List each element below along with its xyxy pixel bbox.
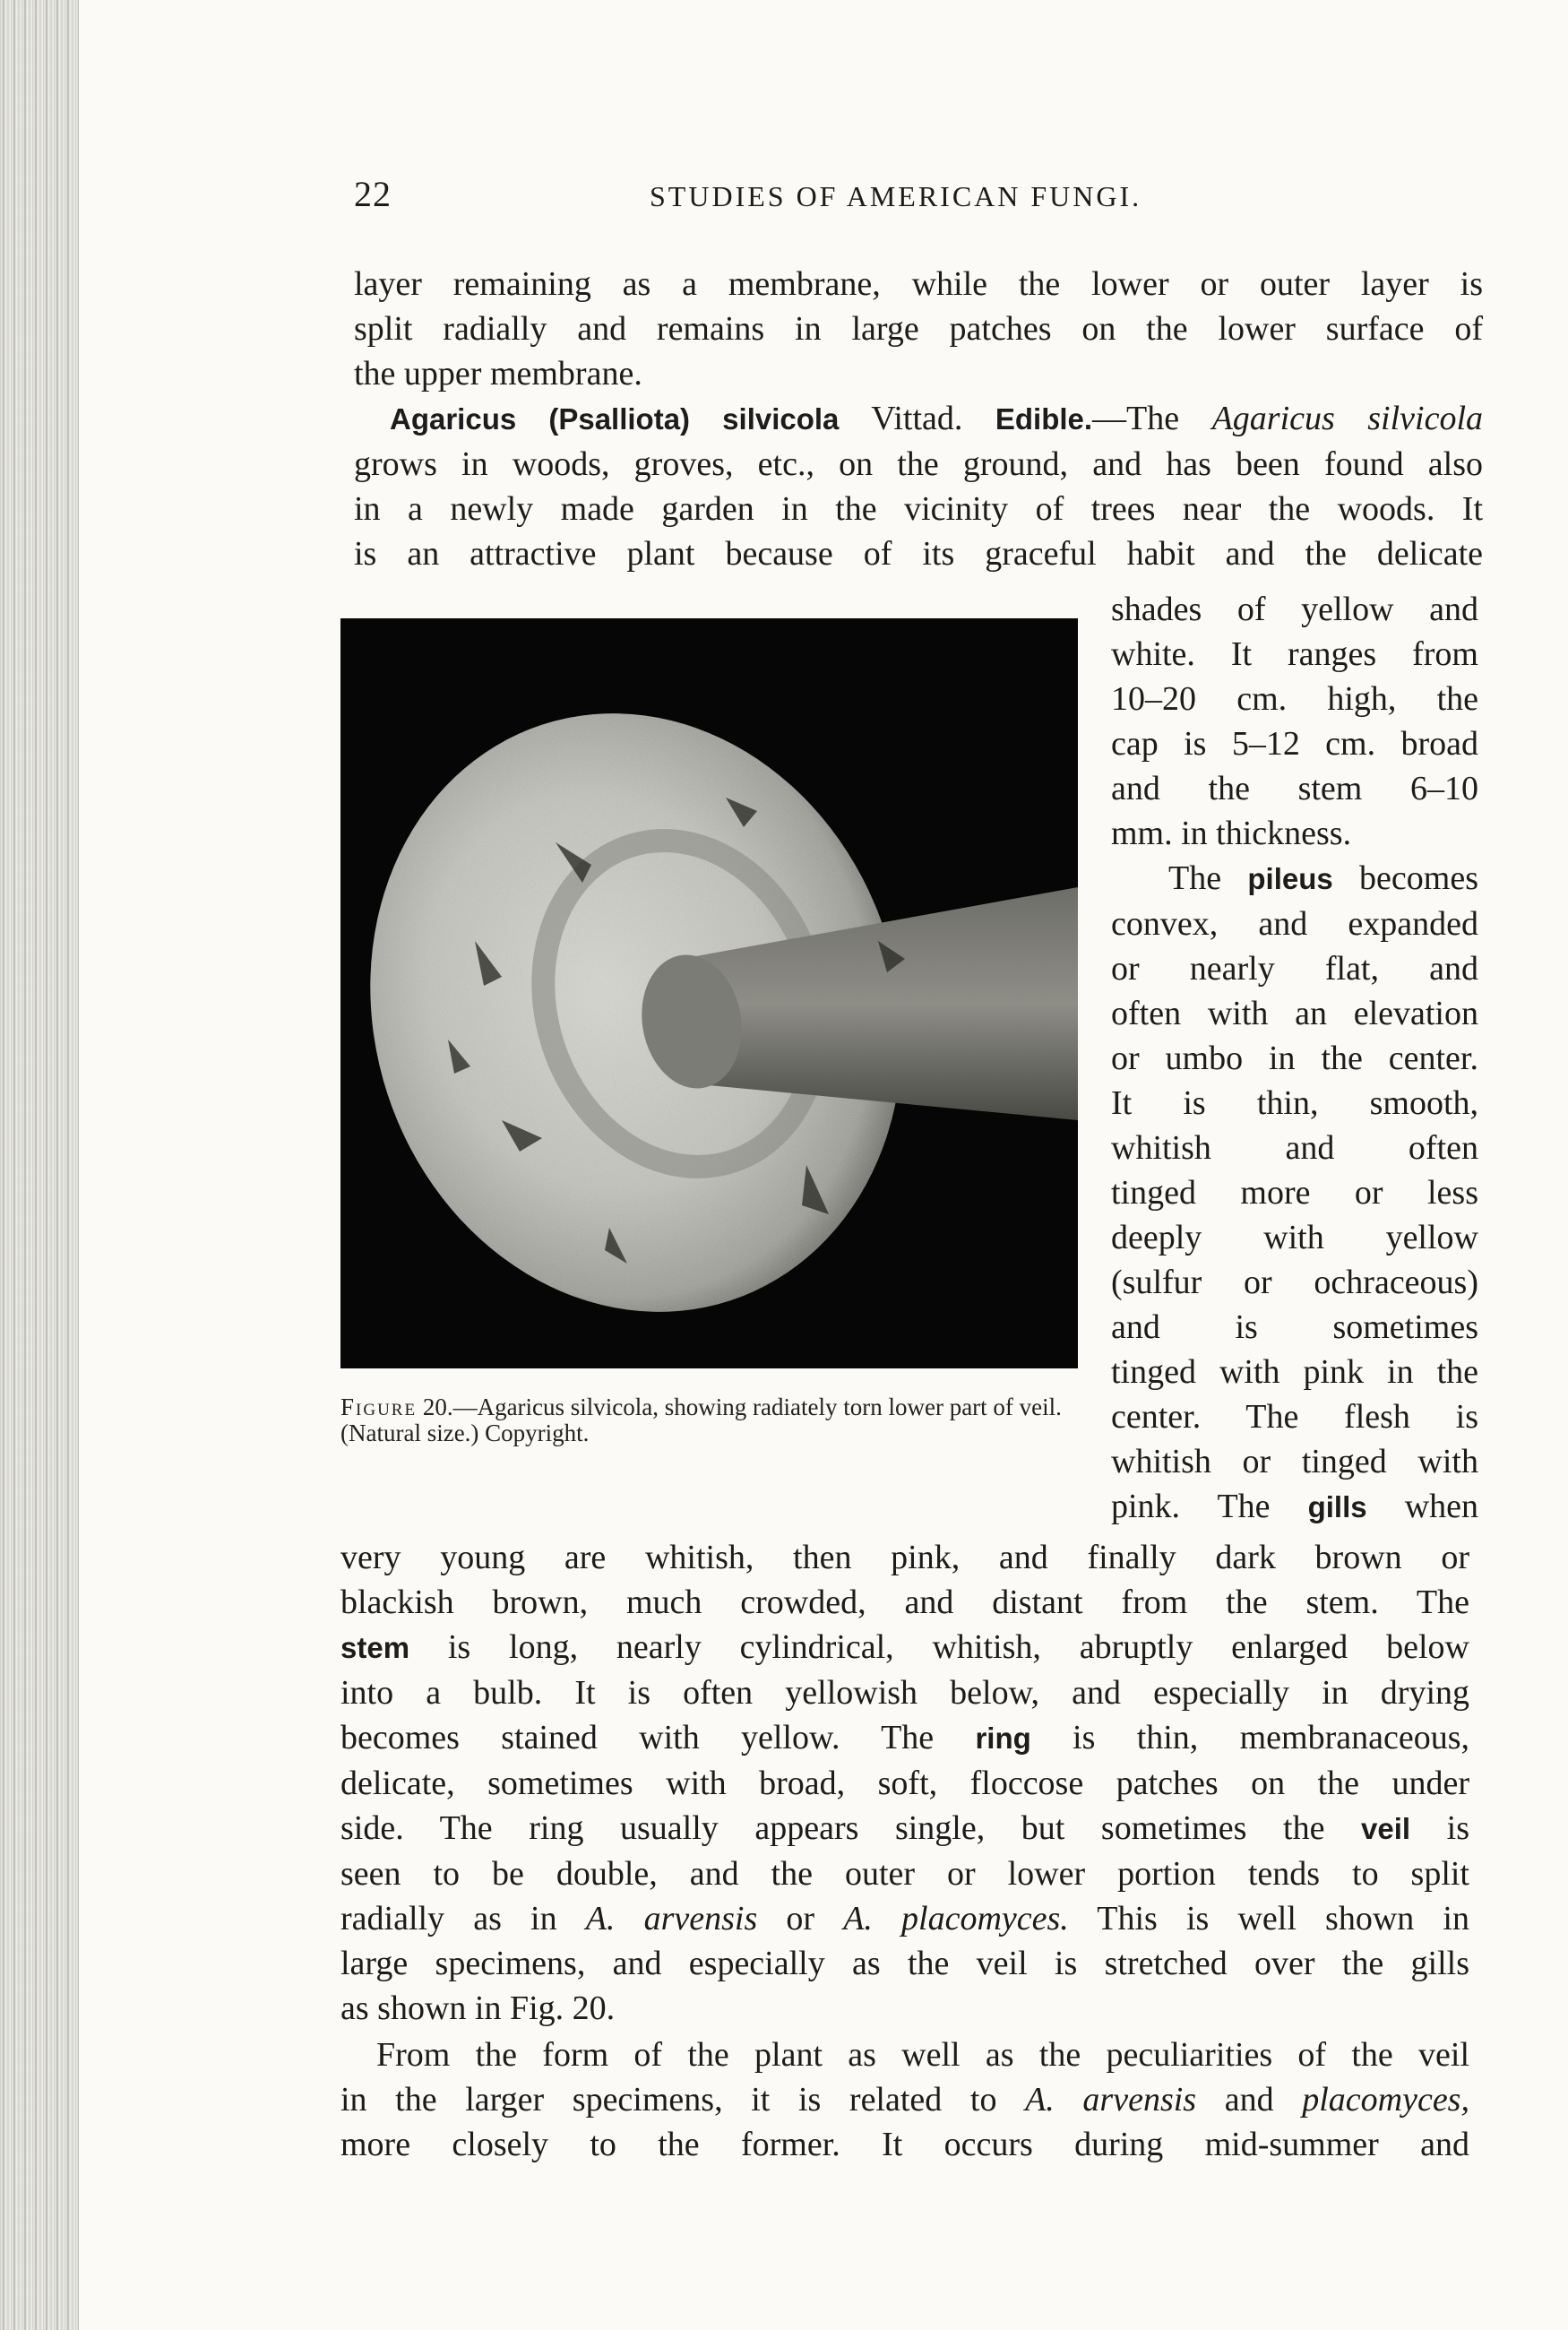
text-fragment: becomes stained with yellow. The — [340, 1719, 976, 1756]
figure-label: Figure — [340, 1394, 418, 1420]
text-line: grows in woods, groves, etc., on the ground, and has been found also — [354, 445, 1483, 483]
term-stem: stem — [340, 1631, 410, 1664]
text-line — [340, 2077, 1469, 2122]
text-fragment: This is well shown in — [1068, 1900, 1469, 1937]
mushroom-photo — [340, 618, 1078, 1368]
text-line: shades of yellow and — [1111, 591, 1478, 628]
text-line: whitish and often — [1111, 1129, 1478, 1167]
text-fragment: is — [1410, 1809, 1469, 1847]
page-number: 22 — [354, 174, 392, 214]
pileus-paragraph — [1111, 856, 1478, 1530]
species-ref-placomyces: placomyces, — [1302, 2081, 1469, 2119]
text-fragment: side. The ring usually appears single, but sometimes the — [340, 1809, 1362, 1847]
text-fragment: in the larger specimens, it is related to — [340, 2081, 1026, 2119]
text-line: large specimens, and especially as the veil is stretched over the gills — [340, 1945, 1469, 1982]
text-line: into a bulb. It is often yellowish below, and especially in drying — [340, 1674, 1469, 1712]
text-line: more closely to the former. It occurs during mid-summer and — [340, 2126, 1469, 2163]
text-line — [1111, 1484, 1478, 1530]
text-line — [340, 1896, 1469, 1941]
text-fragment: radially as in — [340, 1900, 586, 1937]
text-fragment: The — [1168, 859, 1248, 897]
text-line: as shown in Fig. 20. — [340, 1989, 616, 2027]
book-binding-edge — [0, 0, 79, 2330]
term-veil: veil — [1361, 1812, 1411, 1845]
species-ref-arvensis: A. arvensis — [585, 1900, 758, 1937]
text-line: seen to be double, and the outer or lower portion tends to split — [340, 1855, 1469, 1893]
term-pileus: pileus — [1247, 862, 1333, 895]
text-fragment: and — [1196, 2081, 1303, 2119]
text-line — [340, 2032, 1469, 2077]
text-line: is an attractive plant because of its graceful habit and the delicate — [354, 535, 1483, 573]
species-paragraph — [354, 396, 1483, 576]
text-line: (sulfur or ochraceous) — [1111, 1264, 1478, 1301]
page-header — [354, 173, 1487, 227]
text-line: split radially and remains in large patches on the lower surface of — [354, 310, 1483, 348]
species-author: Vittad. — [839, 400, 995, 437]
species-ref-placomyces: A. placomyces. — [843, 1900, 1069, 1937]
body-paragraph — [340, 1535, 1469, 2031]
text-line: white. It ranges from — [1111, 635, 1478, 673]
text-line: very young are whitish, then pink, and finally dark brown or — [340, 1539, 1469, 1576]
text-line: whitish or tinged with — [1111, 1443, 1478, 1480]
text-line: center. The flesh is — [1111, 1398, 1478, 1436]
final-paragraph — [340, 2032, 1469, 2167]
text-line: It is thin, smooth, — [1111, 1084, 1478, 1122]
running-title: STUDIES OF AMERICAN FUNGI. — [650, 180, 1142, 212]
intro-paragraph — [354, 262, 1483, 396]
figure-caption — [340, 1394, 1066, 1446]
text-line: layer remaining as a membrane, while the lower or outer layer is — [354, 265, 1483, 303]
text-line: the upper membrane. — [354, 355, 642, 393]
text-line: tinged with pink in the — [1111, 1353, 1478, 1391]
text-fragment: or — [757, 1900, 844, 1937]
text-line: delicate, sometimes with broad, soft, floccose patches on the under — [340, 1765, 1469, 1802]
text-line: 10–20 cm. high, the — [1111, 680, 1478, 718]
species-ref-arvensis: A. arvensis — [1025, 2081, 1197, 2119]
text-line: mm. in thickness. — [1111, 815, 1352, 852]
text-line: cap is 5–12 cm. broad — [1111, 725, 1478, 763]
text-line: often with an elevation — [1111, 995, 1478, 1032]
text-line — [340, 1625, 1469, 1670]
figure-photo-mushroom — [340, 618, 1078, 1368]
term-ring: ring — [975, 1722, 1031, 1755]
edible-label: Edible. — [995, 402, 1093, 436]
text-line — [1111, 856, 1478, 902]
text-fragment: is thin, membranaceous, — [1030, 1719, 1469, 1756]
text-line: blackish brown, much crowded, and distant from the stem. The — [340, 1584, 1469, 1621]
text-line — [354, 396, 1483, 442]
caption-text: 20.—Agaricus silvicola, showing radiately torn lower part of veil. (Natural size.) Copyright. — [340, 1394, 1062, 1446]
text-line: convex, and expanded — [1111, 905, 1478, 943]
text-fragment: From the form of the plant as well as the peculiarities of the veil — [376, 2036, 1469, 2074]
text-fragment: becomes — [1332, 859, 1478, 897]
text-line: and is sometimes — [1111, 1308, 1478, 1346]
text-line: or nearly flat, and — [1111, 950, 1478, 988]
text-line — [340, 1715, 1469, 1761]
species-italic-name: Agaricus silvicola — [1211, 400, 1484, 437]
text-fragment: when — [1366, 1488, 1479, 1525]
text-fragment: —The — [1092, 400, 1212, 437]
text-line: in a newly made garden in the vicinity of trees near the woods. It — [354, 490, 1483, 528]
text-line — [340, 1806, 1469, 1851]
text-fragment: pink. The — [1111, 1488, 1308, 1525]
species-name: Agaricus (Psalliota) silvicola — [390, 402, 840, 436]
text-fragment: is long, nearly cylindrical, whitish, abruptly enlarged below — [409, 1628, 1469, 1666]
text-line: and the stem 6–10 — [1111, 770, 1478, 807]
text-line: deeply with yellow — [1111, 1219, 1478, 1256]
side-column-text — [1111, 587, 1478, 856]
text-line: tinged more or less — [1111, 1174, 1478, 1212]
term-gills: gills — [1307, 1490, 1367, 1523]
text-line: or umbo in the center. — [1111, 1040, 1478, 1077]
